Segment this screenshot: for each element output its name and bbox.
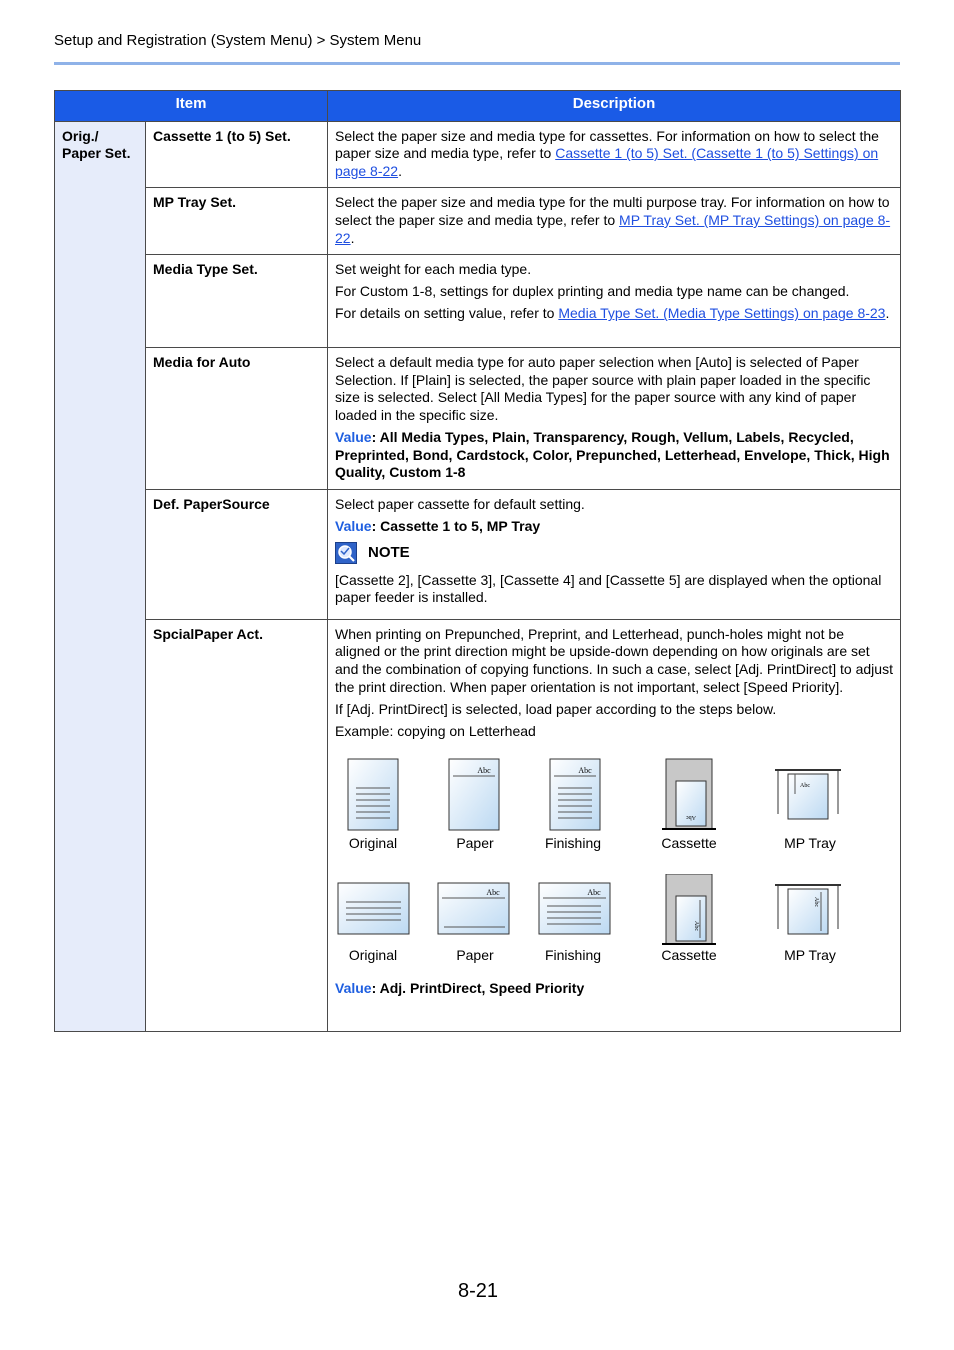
description-cell <box>328 619 901 1031</box>
cross-reference-link[interactable]: Cassette 1 (to 5) Set. (Cassette 1 (to 5) Settings) on page 8-22 <box>335 145 879 179</box>
figure-label: Original <box>348 835 398 852</box>
description-text: Select the paper size and media type for the multi purpose tray. For information on how to select the paper size and media type, refer to <box>335 194 890 228</box>
finished-copy-icon <box>539 883 610 934</box>
figure-label: MP Tray <box>784 947 836 964</box>
figure-label: Cassette <box>661 947 717 964</box>
header-rule <box>54 62 900 65</box>
item-cell: Media Type Set. <box>146 255 328 348</box>
original-icon <box>348 759 398 830</box>
description-text: For Custom 1-8, settings for duplex printing and media type name can be changed. <box>335 283 850 300</box>
figure-label: Paper <box>456 835 494 852</box>
cassette-icon <box>662 759 716 829</box>
description-cell <box>328 255 901 348</box>
note-header <box>335 542 893 564</box>
table-row <box>55 619 901 1031</box>
breadcrumb: Setup and Registration (System Menu) > System Menu <box>54 32 422 49</box>
description-text <box>335 305 893 323</box>
figure-label: Finishing <box>544 947 602 964</box>
table-row <box>55 348 901 490</box>
note-text: [Cassette 2], [Cassette 3], [Cassette 4] and [Cassette 5] are displayed when the optional paper feeder is installed. <box>335 571 882 606</box>
description-text: Select a default media type for auto paper selection when [Auto] is selected of Paper Selection. If [Plain] is selected, the paper source with plain paper loaded in the specific size is selected. Select [All Media Types] for the paper source with any kind of paper loaded in the specific size. <box>335 354 871 423</box>
description-text: Select the paper size and media type for cassettes. For information on how to select the paper size and media type, refer to <box>335 127 879 162</box>
value-line <box>335 980 893 998</box>
note-icon <box>335 542 357 564</box>
item-cell: Media for Auto <box>146 348 328 490</box>
value-line <box>335 429 893 482</box>
figure-row-portrait <box>335 754 893 871</box>
table-row <box>55 188 901 255</box>
item-cell: SpcialPaper Act. <box>146 619 328 1031</box>
table-row <box>55 489 901 619</box>
punctuation: . <box>398 162 402 179</box>
description-text: For details on setting value, refer to <box>335 305 559 322</box>
cross-reference-link[interactable]: Media Type Set. (Media Type Settings) on page 8-23 <box>558 305 886 322</box>
description-text: Select paper cassette for default setting. <box>335 495 585 512</box>
svg-text:Abc: Abc <box>578 766 592 776</box>
value-label: Value <box>335 517 372 534</box>
column-header-description: Description <box>328 91 901 122</box>
table-row <box>55 255 901 348</box>
group-label <box>55 121 146 1031</box>
value-label: Value <box>335 980 372 997</box>
description-cell <box>328 188 901 255</box>
figure-row-landscape <box>335 874 893 980</box>
svg-text:Abc: Abc <box>486 888 500 898</box>
value-options: : Adj. PrintDirect, Speed Priority <box>371 980 585 997</box>
figure-label: Finishing <box>544 835 602 852</box>
paper-orientation-diagram <box>335 754 895 846</box>
value-options: : All Media Types, Plain, Transparency, Rough, Vellum, Labels, Recycled, Preprinted, Bond, Cardstock, Color, Prepunched, Letterhead, Envelope, Thick, High Quality, Custom 1-8 <box>335 429 890 481</box>
svg-text:Abc: Abc <box>800 783 810 790</box>
description-text: Set weight for each media type. <box>335 261 532 278</box>
settings-table <box>54 90 901 1032</box>
svg-text:Abc: Abc <box>813 897 819 908</box>
table-header-row <box>55 91 901 122</box>
figure-label: Original <box>348 947 398 964</box>
item-cell: Cassette 1 (to 5) Set. <box>146 121 328 188</box>
group-label-text: Orig./ Paper Set. <box>62 127 131 162</box>
figure-label: Paper <box>456 947 494 964</box>
description-cell <box>328 348 901 490</box>
original-icon <box>338 883 409 934</box>
description-text: Example: copying on Letterhead <box>335 722 536 739</box>
punctuation: . <box>885 305 890 322</box>
column-header-item: Item <box>55 91 328 122</box>
description-cell <box>328 121 901 188</box>
svg-text:Abc: Abc <box>477 766 491 776</box>
item-cell: MP Tray Set. <box>146 188 328 255</box>
letterhead-paper-icon <box>449 759 499 830</box>
svg-text:Abc: Abc <box>693 921 699 932</box>
punctuation: . <box>350 229 355 246</box>
svg-text:Abc: Abc <box>587 888 601 898</box>
mp-tray-icon <box>775 770 841 819</box>
figure-label: MP Tray <box>784 835 836 852</box>
cross-reference-link[interactable]: MP Tray Set. (MP Tray Settings) on page 8-22 <box>335 211 891 246</box>
mp-tray-icon <box>775 885 841 934</box>
table-row <box>55 121 901 188</box>
finished-copy-icon <box>550 759 600 830</box>
description-text: If [Adj. PrintDirect] is selected, load paper according to the steps below. <box>335 700 777 717</box>
value-line <box>335 518 893 536</box>
cassette-icon <box>662 874 716 944</box>
letterhead-paper-icon <box>438 883 509 934</box>
value-label: Value <box>335 429 372 446</box>
note-title: NOTE <box>368 543 410 561</box>
figure-label: Cassette <box>661 835 717 852</box>
value-options: : Cassette 1 to 5, MP Tray <box>371 517 541 534</box>
page-number: 8-21 <box>458 1280 499 1302</box>
item-cell: Def. PaperSource <box>146 489 328 619</box>
description-cell <box>328 489 901 619</box>
description-text: When printing on Prepunched, Preprint, and Letterhead, punch-holes might not be aligned or the print direction might be upside-down depending on how originals are set and the combination of copying functions. In such a case, select [Adj. PrintDirect] to adjust the print direction. When paper orientation is not important, select [Speed Priority]. <box>335 625 893 695</box>
svg-text:Abc: Abc <box>686 814 696 821</box>
